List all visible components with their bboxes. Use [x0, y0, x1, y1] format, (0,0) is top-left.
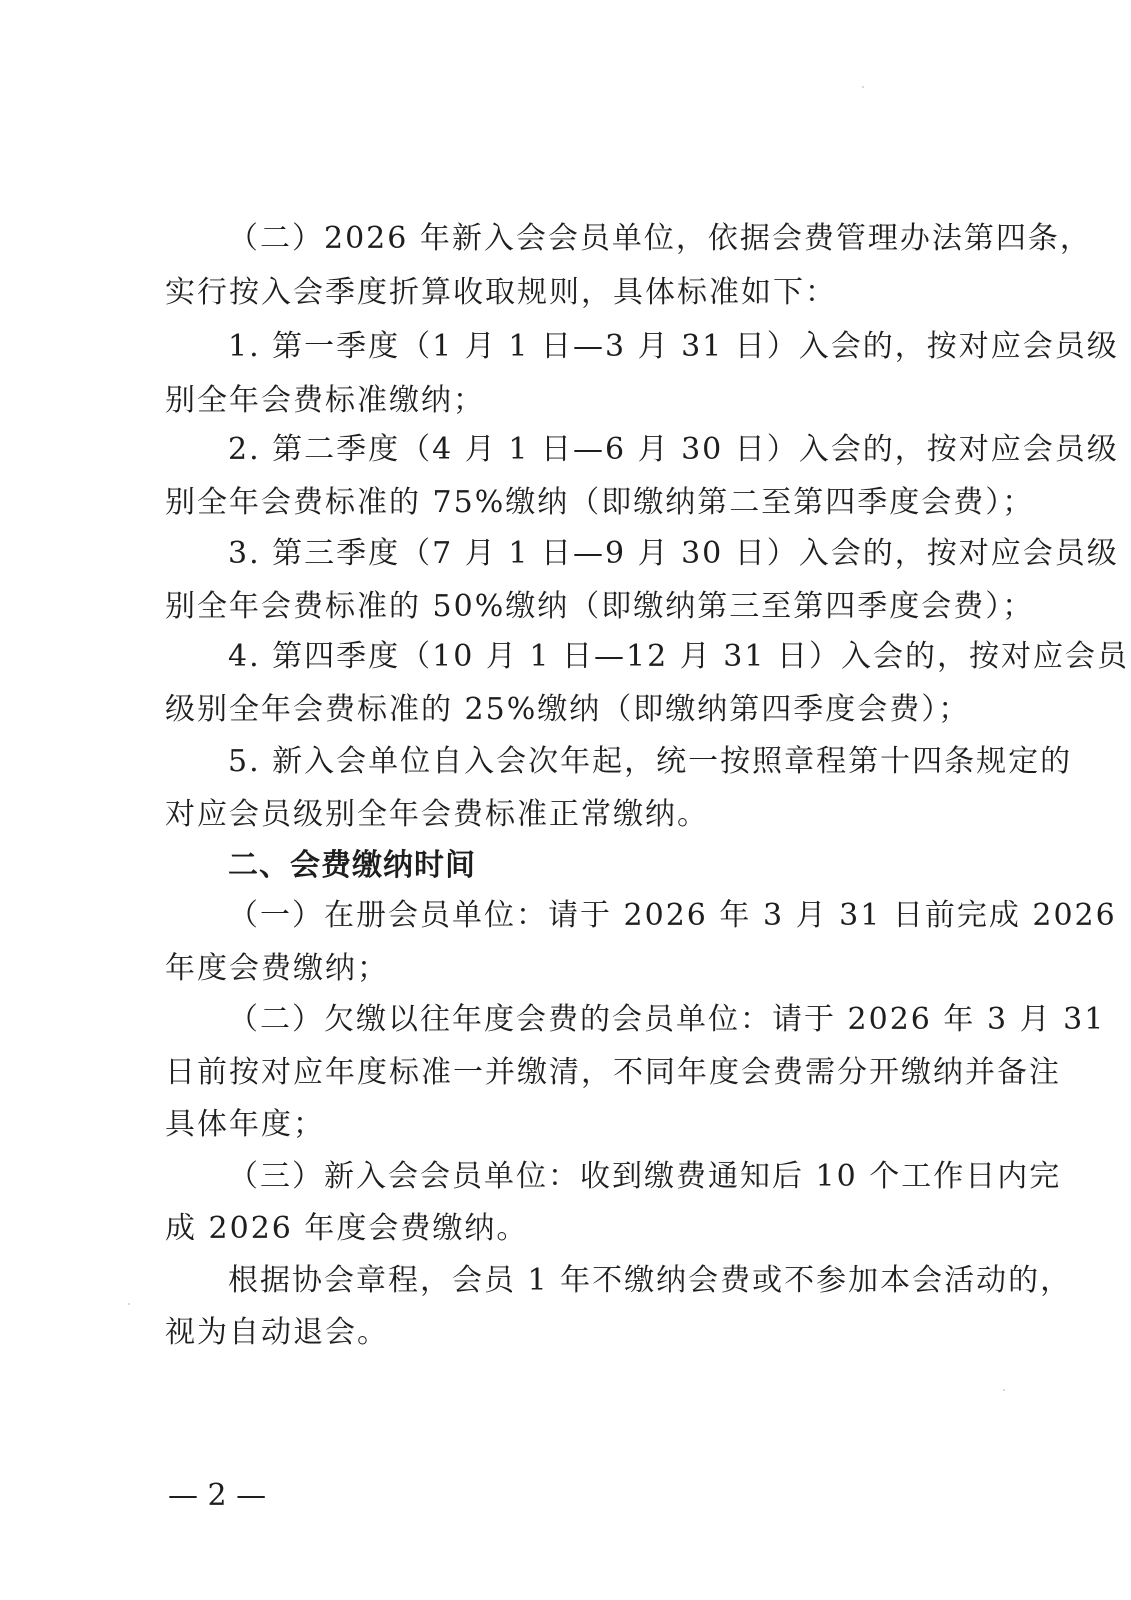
scan-speck: [862, 86, 864, 88]
paragraph-line: 具体年度；: [165, 1107, 325, 1142]
paragraph-line: 1. 第一季度（1 月 1 日—3 月 31 日）入会的，按对应会员级: [228, 329, 1119, 364]
paragraph-line: 视为自动退会。: [165, 1315, 389, 1350]
paragraph-line: 级别全年会费标准的 25%缴纳（即缴纳第四季度会费）；: [165, 692, 971, 727]
page-number: — 2 —: [168, 1478, 267, 1513]
section-heading: 二、会费缴纳时间: [228, 848, 476, 883]
paragraph-line: 日前按对应年度标准一并缴清，不同年度会费需分开缴纳并备注: [165, 1055, 1061, 1090]
paragraph-line: （一）在册会员单位：请于 2026 年 3 月 31 日前完成 2026: [228, 898, 1117, 933]
paragraph-line: 年度会费缴纳；: [165, 951, 389, 986]
scan-speck: [128, 1303, 130, 1305]
paragraph-line: 5. 新入会单位自入会次年起，统一按照章程第十四条规定的: [228, 744, 1073, 779]
paragraph-line: 4. 第四季度（10 月 1 日—12 月 31 日）入会的，按对应会员: [228, 639, 1129, 674]
paragraph-line: 根据协会章程，会员 1 年不缴纳会费或不参加本会活动的，: [228, 1263, 1073, 1298]
paragraph-line: （三）新入会会员单位：收到缴费通知后 10 个工作日内完: [228, 1159, 1062, 1194]
scan-speck: [1003, 1389, 1005, 1391]
paragraph-line: 别全年会费标准的 50%缴纳（即缴纳第三至第四季度会费）；: [165, 589, 1035, 624]
paragraph-line: 对应会员级别全年会费标准正常缴纳。: [165, 797, 709, 832]
paragraph-line: 3. 第三季度（7 月 1 日—9 月 30 日）入会的，按对应会员级: [228, 536, 1119, 571]
paragraph-line: （二）欠缴以往年度会费的会员单位：请于 2026 年 3 月 31: [228, 1002, 1106, 1037]
paragraph-line: 别全年会费标准的 75%缴纳（即缴纳第二至第四季度会费）；: [165, 485, 1035, 520]
paragraph-line: 2. 第二季度（4 月 1 日—6 月 30 日）入会的，按对应会员级: [228, 432, 1119, 467]
paragraph-line: 实行按入会季度折算收取规则，具体标准如下：: [165, 275, 837, 310]
paragraph-line: 别全年会费标准缴纳；: [165, 383, 485, 418]
paragraph-line: 成 2026 年度会费缴纳。: [165, 1211, 529, 1246]
paragraph-line: （二）2026 年新入会会员单位，依据会费管理办法第四条，: [228, 221, 1092, 256]
